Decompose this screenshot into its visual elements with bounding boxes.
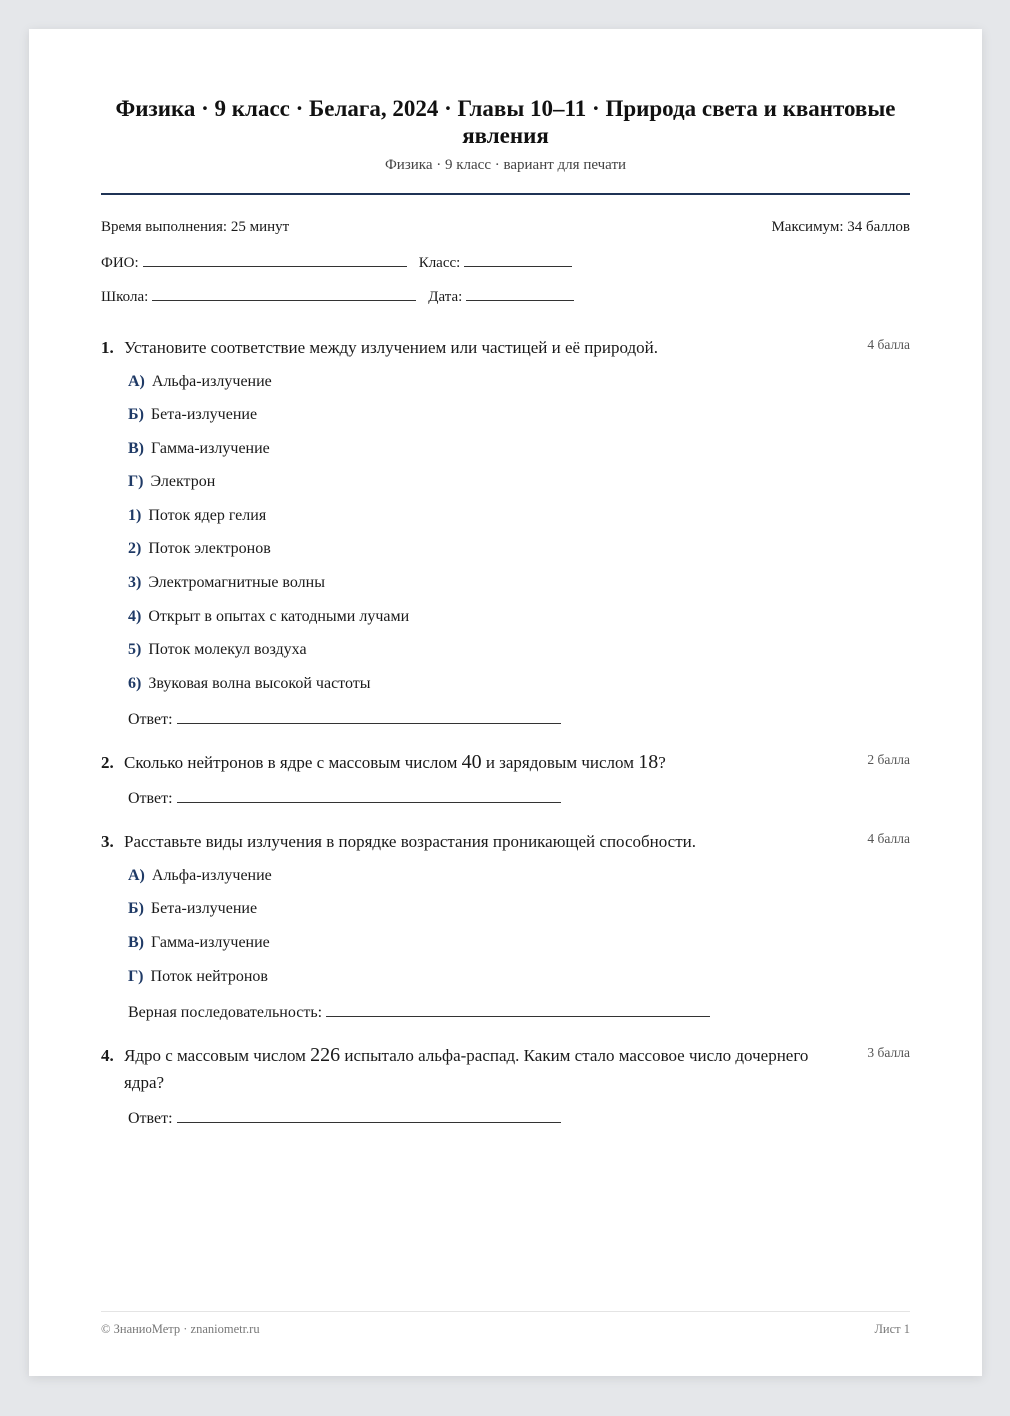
answer-row	[128, 1002, 710, 1022]
option-text: Поток молекул воздуха	[148, 641, 307, 658]
fio-field[interactable]	[143, 252, 407, 267]
option-item	[128, 507, 266, 525]
worksheet-page	[29, 29, 982, 1376]
answer-row	[128, 1108, 561, 1128]
option-item	[128, 675, 371, 693]
option-item	[128, 574, 325, 592]
question-header	[101, 749, 910, 776]
footer-copyright: © ЗнаниоМетр · znaniometr.ru	[101, 1322, 260, 1336]
option-text: Звуковая волна высокой частоты	[148, 675, 371, 692]
answer-field[interactable]	[177, 1108, 561, 1123]
question-number: 4.	[101, 1046, 114, 1065]
option-item	[128, 608, 409, 626]
question-number: 2.	[101, 753, 114, 772]
charge-number: 18	[638, 751, 659, 773]
question-points: 3 балла	[867, 1045, 910, 1060]
option-text: Поток нейтронов	[150, 968, 268, 985]
option-key: В)	[128, 934, 144, 951]
option-key: 3)	[128, 574, 142, 591]
date-label: Дата:	[428, 289, 463, 305]
question-points: 2 балла	[867, 752, 910, 767]
answer-label: Ответ:	[128, 1110, 173, 1127]
question-3	[101, 828, 910, 855]
option-key: Г)	[128, 473, 144, 490]
answer-row	[128, 709, 561, 729]
question-text-part: испытало альфа-распад. Каким стало массовое число дочернего ядра?	[124, 1046, 809, 1092]
footer-page-number: Лист 1	[874, 1322, 910, 1336]
student-fields-row-2	[101, 286, 586, 306]
option-item	[128, 373, 272, 391]
option-text: Бета-излучение	[150, 406, 258, 423]
option-text: Гамма-излучение	[151, 934, 270, 951]
option-key: 6)	[128, 675, 142, 692]
option-text: Гамма-излучение	[151, 440, 270, 457]
question-text: Установите соответствие между излучением или частицей и её природой.	[124, 338, 658, 357]
option-item	[128, 540, 271, 558]
option-text: Электрон	[150, 473, 216, 490]
option-key: Б)	[128, 406, 144, 423]
question-2	[101, 749, 910, 776]
option-key: 5)	[128, 641, 142, 658]
page-title: Физика · 9 класс · Белага, 2024 · Главы 10–11 · Природа света и квантовые явления	[115, 96, 896, 148]
question-text: Расставьте виды излучения в порядке возрастания проникающей способности.	[124, 832, 696, 851]
option-text: Поток электронов	[148, 540, 271, 557]
option-key: 4)	[128, 608, 142, 625]
option-key: 1)	[128, 507, 142, 524]
option-key: А)	[128, 373, 145, 390]
question-number: 1.	[101, 338, 114, 357]
question-number: 3.	[101, 832, 114, 851]
option-item	[128, 900, 257, 918]
title-divider	[101, 193, 910, 195]
school-label: Школа:	[101, 289, 149, 305]
mass-number: 40	[461, 751, 482, 773]
answer-field[interactable]	[177, 709, 561, 724]
option-item	[128, 867, 272, 885]
footer-divider	[101, 1311, 910, 1312]
option-key: Г)	[128, 968, 144, 985]
option-item	[128, 641, 307, 659]
question-1	[101, 334, 910, 361]
option-text: Электромагнитные волны	[148, 574, 325, 591]
question-header	[101, 1042, 910, 1096]
answer-row	[128, 788, 561, 808]
option-item	[128, 473, 215, 491]
question-text-part: ?	[658, 753, 666, 772]
class-field[interactable]	[464, 252, 572, 267]
option-key: 2)	[128, 540, 142, 557]
option-text: Бета-излучение	[150, 900, 258, 917]
question-points: 4 балла	[867, 831, 910, 846]
option-key: В)	[128, 440, 144, 457]
option-item	[128, 440, 270, 458]
option-text: Открыт в опытах с катодными лучами	[148, 608, 410, 625]
question-text-part: Ядро с массовым числом	[124, 1046, 311, 1065]
time-limit: Время выполнения: 25 минут	[101, 219, 290, 235]
page-content	[101, 29, 910, 1376]
question-header	[101, 334, 910, 361]
question-points: 4 балла	[867, 337, 910, 352]
question-header	[101, 828, 910, 855]
mass-number: 226	[310, 1044, 341, 1066]
date-field[interactable]	[466, 286, 574, 301]
option-text: Альфа-излучение	[151, 373, 272, 390]
max-score: Максимум: 34 баллов	[771, 219, 910, 235]
answer-field[interactable]	[326, 1002, 710, 1017]
answer-label: Ответ:	[128, 711, 173, 728]
school-field[interactable]	[152, 286, 416, 301]
class-label: Класс:	[418, 255, 461, 271]
option-item	[128, 968, 268, 986]
option-key: А)	[128, 867, 145, 884]
question-4	[101, 1042, 910, 1096]
answer-label: Ответ:	[128, 790, 173, 807]
option-text: Альфа-излучение	[151, 867, 272, 884]
option-item	[128, 934, 270, 952]
option-key: Б)	[128, 900, 144, 917]
fio-label: ФИО:	[101, 255, 139, 271]
answer-label: Верная последовательность:	[128, 1004, 323, 1021]
question-text-part: Сколько нейтронов в ядре с массовым числом	[124, 753, 462, 772]
option-text: Поток ядер гелия	[148, 507, 267, 524]
answer-field[interactable]	[177, 788, 561, 803]
student-fields-row-1	[101, 252, 584, 272]
option-item	[128, 406, 257, 424]
page-subtitle: Физика · 9 класс · вариант для печати	[384, 157, 627, 173]
question-text-part: и зарядовым числом	[481, 753, 639, 772]
